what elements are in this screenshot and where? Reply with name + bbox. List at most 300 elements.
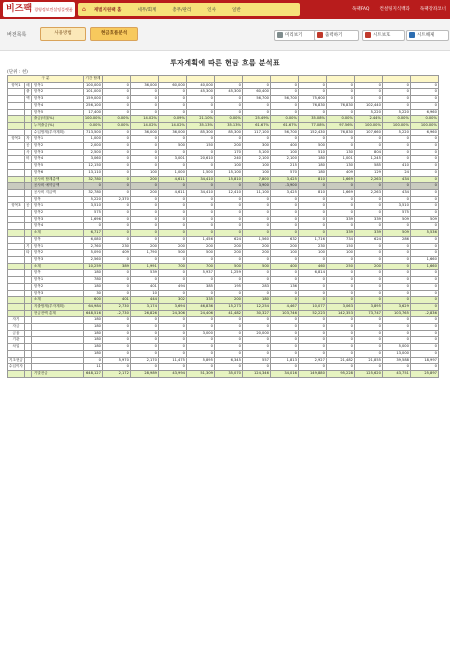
preview-button[interactable] <box>274 30 319 41</box>
row-value-cell: 500 <box>158 250 186 257</box>
row-value-cell: 0 <box>326 324 354 331</box>
row-value-cell: 125,620 <box>354 370 382 377</box>
row-item-label: 항목3 <box>31 290 83 297</box>
row-value-cell: 0 <box>410 236 438 243</box>
row-group-label <box>8 350 25 357</box>
row-item-label: 항목2 <box>31 283 83 290</box>
row-value-cell: 0 <box>130 230 158 237</box>
print-icon <box>317 32 323 38</box>
row-value-cell: 0 <box>270 256 298 263</box>
row-value-cell: 0 <box>326 344 354 351</box>
row-value-cell: 21.10% <box>186 116 214 123</box>
row-total-cell: 5,220 <box>83 196 102 203</box>
row-value-cell: 76,830 <box>326 102 354 109</box>
row-value-cell: 0 <box>326 183 354 190</box>
row-total-cell: 780 <box>83 277 102 284</box>
row-value-cell: 0 <box>270 350 298 357</box>
row-total-cell: 17,400 <box>83 109 102 116</box>
row-value-cell: 444 <box>130 297 158 304</box>
row-subgroup-label <box>24 290 31 297</box>
row-value-cell: 75,600 <box>298 96 326 103</box>
row-subgroup-label <box>24 169 31 176</box>
row-value-cell: 539 <box>130 270 158 277</box>
row-value-cell: 0 <box>186 350 214 357</box>
row-subgroup-label: 사 <box>24 149 31 156</box>
row-value-cell: 0 <box>214 203 242 210</box>
row-value-cell: 97.56% <box>326 122 354 129</box>
row-group-label: 금융 <box>8 330 25 337</box>
row-value-cell: 0 <box>242 210 270 217</box>
row-value-cell: 0 <box>270 277 298 284</box>
top-bar <box>0 0 450 19</box>
row-value-cell: 0 <box>298 330 326 337</box>
row-value-cell: 0 <box>270 330 298 337</box>
row-value-cell: 85,300 <box>214 129 242 136</box>
row-value-cell: 401 <box>102 297 130 304</box>
row-value-cell: 0 <box>354 283 382 290</box>
row-value-cell: 0 <box>102 176 130 183</box>
row-item-label: 공사비 예약금액 <box>31 183 83 190</box>
row-value-cell: 0 <box>298 283 326 290</box>
row-value-cell: 0 <box>270 216 298 223</box>
header-month <box>270 76 298 83</box>
row-value-cell: 0 <box>326 270 354 277</box>
row-value-cell: 570 <box>270 169 298 176</box>
row-value-cell: 3,425 <box>270 189 298 196</box>
row-value-cell: 0 <box>102 344 130 351</box>
row-value-cell: 0 <box>270 337 298 344</box>
row-value-cell: 0 <box>130 143 158 150</box>
row-value-cell: 0 <box>298 136 326 143</box>
row-value-cell: 0 <box>102 82 130 89</box>
row-total-cell: 159,000 <box>83 96 102 103</box>
link-knowledge[interactable]: 컨설팅지식백과 <box>379 7 410 12</box>
row-group-label <box>8 243 25 250</box>
link-lecture[interactable]: 독팩강좌코너 <box>419 7 446 12</box>
row-value-cell: 100 <box>326 250 354 257</box>
row-item-label: 항목5 <box>31 109 83 116</box>
row-value-cell: 0 <box>270 203 298 210</box>
row-value-cell: 11,100 <box>242 189 270 196</box>
row-value-cell: 230 <box>102 243 130 250</box>
table-row <box>8 109 439 116</box>
row-value-cell: 0 <box>130 364 158 371</box>
row-value-cell: 28,989 <box>130 370 158 377</box>
row-value-cell: 0 <box>298 297 326 304</box>
row-value-cell: 21,855 <box>354 357 382 364</box>
row-value-cell: 286 <box>382 236 410 243</box>
row-total-cell: 648,127 <box>83 370 102 377</box>
row-total-cell: 32,780 <box>83 176 102 183</box>
row-item-label: 항목3 <box>31 256 83 263</box>
row-value-cell: 0 <box>130 350 158 357</box>
row-value-cell: 0 <box>326 89 354 96</box>
table-row <box>8 96 439 103</box>
table-row <box>8 283 439 290</box>
row-value-cell: 4,611 <box>158 176 186 183</box>
row-subgroup-label <box>24 324 31 331</box>
row-item-label: 항목3 <box>31 96 83 103</box>
row-value-cell: 35.13% <box>214 122 242 129</box>
row-value-cell: 6,960 <box>410 129 438 136</box>
row-value-cell: 20,000 <box>242 330 270 337</box>
row-value-cell: 0 <box>270 344 298 351</box>
row-value-cell: 0 <box>130 236 158 243</box>
row-group-label <box>8 230 25 237</box>
row-value-cell: 0 <box>270 82 298 89</box>
row-value-cell: 0 <box>158 290 186 297</box>
row-item-label: 공사비 합계총액 <box>31 176 83 183</box>
row-value-cell: 0 <box>354 270 382 277</box>
row-value-cell: 0 <box>102 223 130 230</box>
row-value-cell: 0 <box>298 350 326 357</box>
row-item-label <box>31 337 83 344</box>
row-value-cell: 0 <box>354 344 382 351</box>
row-value-cell: 61.67% <box>242 122 270 129</box>
row-value-cell: 409 <box>102 250 130 257</box>
row-value-cell: 60,400 <box>242 89 270 96</box>
row-value-cell: 0 <box>354 250 382 257</box>
row-group-label: 수입이자 <box>8 364 25 371</box>
row-item-label: 항목1 <box>31 82 83 89</box>
row-value-cell: 0 <box>130 344 158 351</box>
row-item-label: 현금잔액 총계 <box>31 310 83 317</box>
row-value-cell: 500 <box>298 143 326 150</box>
row-group-label <box>8 236 25 243</box>
row-value-cell: 7,800 <box>242 176 270 183</box>
row-value-cell: 200 <box>130 189 158 196</box>
header-period-total: 기간 합계 <box>83 76 102 83</box>
row-value-cell: 0 <box>130 210 158 217</box>
table-row <box>8 156 439 163</box>
row-value-cell: 3,001 <box>158 156 186 163</box>
row-value-cell: 0 <box>410 89 438 96</box>
row-value-cell: 0 <box>410 203 438 210</box>
table-row <box>8 169 439 176</box>
print-button[interactable] <box>314 30 359 41</box>
row-value-cell: 0 <box>354 290 382 297</box>
row-value-cell: 0 <box>158 330 186 337</box>
row-subgroup-label: 비 <box>24 156 31 163</box>
row-value-cell: 500 <box>214 263 242 270</box>
row-value-cell: 0 <box>326 82 354 89</box>
row-group-label <box>8 116 25 123</box>
row-value-cell: 0 <box>298 364 326 371</box>
row-value-cell: 13,000 <box>382 350 410 357</box>
row-value-cell: 136 <box>270 283 298 290</box>
row-value-cell: 0 <box>354 297 382 304</box>
row-value-cell: 100 <box>298 250 326 257</box>
row-value-cell: 76,830 <box>326 129 354 136</box>
row-value-cell: 180 <box>242 297 270 304</box>
row-value-cell: 0 <box>102 283 130 290</box>
row-value-cell: 0 <box>214 317 242 324</box>
row-value-cell: 3,063 <box>326 303 354 310</box>
row-group-label <box>8 122 25 129</box>
row-total-cell: 100.00% <box>83 116 102 123</box>
row-value-cell: 0 <box>214 350 242 357</box>
row-value-cell: 0 <box>214 223 242 230</box>
row-subgroup-label <box>24 310 31 317</box>
row-subgroup-label <box>24 236 31 243</box>
row-value-cell: 0 <box>186 109 214 116</box>
row-value-cell: 0 <box>186 364 214 371</box>
row-value-cell: 0 <box>242 256 270 263</box>
row-value-cell: 0 <box>102 236 130 243</box>
row-value-cell: 0 <box>410 277 438 284</box>
row-value-cell: 152,430 <box>298 129 326 136</box>
row-value-cell: 575 <box>382 210 410 217</box>
row-value-cell: 0 <box>354 256 382 263</box>
row-value-cell: 0.00% <box>270 116 298 123</box>
row-value-cell: 0 <box>242 136 270 143</box>
row-value-cell: 200 <box>242 250 270 257</box>
row-value-cell: 0 <box>158 364 186 371</box>
row-value-cell: 11,475 <box>158 357 186 364</box>
row-value-cell: 509 <box>382 230 410 237</box>
row-value-cell: 339 <box>354 216 382 223</box>
row-value-cell: 0 <box>158 136 186 143</box>
row-group-label <box>8 96 25 103</box>
table-row <box>8 330 439 337</box>
row-value-cell: 1,660 <box>410 263 438 270</box>
row-value-cell: 0.00% <box>410 116 438 123</box>
row-value-cell: 0 <box>410 82 438 89</box>
row-group-label: 자기 <box>8 317 25 324</box>
row-group-label: 항목3 <box>8 203 25 210</box>
nav-general-affairs[interactable]: 총무/관리 <box>172 7 192 13</box>
row-value-cell: 73,747 <box>354 310 382 317</box>
row-value-cell: 0 <box>326 109 354 116</box>
row-value-cell: 0 <box>382 330 410 337</box>
row-value-cell: 0 <box>214 216 242 223</box>
row-value-cell: 0 <box>158 196 186 203</box>
row-value-cell: 0 <box>410 196 438 203</box>
row-group-label: 기관 <box>8 337 25 344</box>
row-value-cell: 0 <box>410 283 438 290</box>
row-value-cell: 5,000 <box>382 344 410 351</box>
row-value-cell: 0 <box>242 290 270 297</box>
row-value-cell: 117,100 <box>242 129 270 136</box>
row-value-cell: 0 <box>186 337 214 344</box>
row-value-cell: 0 <box>354 337 382 344</box>
brand-logo[interactable] <box>3 2 75 17</box>
cashflow-table <box>7 75 439 378</box>
row-value-cell: 100 <box>214 163 242 170</box>
link-faq[interactable]: 독팩FAQ <box>352 7 370 12</box>
row-value-cell: 410 <box>382 163 410 170</box>
row-value-cell: 0 <box>242 350 270 357</box>
row-subgroup-label <box>24 337 31 344</box>
row-value-cell: 103,746 <box>270 310 298 317</box>
row-total-cell: 180 <box>83 344 102 351</box>
nav-home[interactable]: 재벌지원팩 홈 <box>93 7 122 13</box>
nav-hr[interactable]: 인사 <box>207 7 216 13</box>
row-value-cell: -3,900 <box>270 183 298 190</box>
row-value-cell: 3,629 <box>382 303 410 310</box>
row-subgroup-label <box>24 270 31 277</box>
row-value-cell: 0 <box>214 256 242 263</box>
row-subgroup-label <box>24 116 31 123</box>
row-value-cell: 0 <box>298 196 326 203</box>
row-value-cell: 6,960 <box>410 109 438 116</box>
row-value-cell: 0 <box>354 277 382 284</box>
nav-general[interactable]: 일반 <box>231 7 241 13</box>
row-subgroup-label <box>24 370 31 377</box>
row-value-cell: 0 <box>410 250 438 257</box>
row-value-cell: 1,456 <box>186 236 214 243</box>
row-value-cell: 10,077 <box>298 303 326 310</box>
row-value-cell: 0 <box>242 277 270 284</box>
table-row <box>8 183 439 190</box>
row-value-cell: 385 <box>186 283 214 290</box>
row-total-cell: 575 <box>83 210 102 217</box>
row-value-cell: 1,716 <box>298 236 326 243</box>
nav-tax-accounting[interactable]: 세무/회계 <box>137 7 157 13</box>
row-value-cell: 0 <box>298 210 326 217</box>
row-value-cell: 0 <box>410 303 438 310</box>
row-value-cell: 0 <box>410 210 438 217</box>
row-group-label <box>8 303 25 310</box>
row-group-label <box>8 169 25 176</box>
row-value-cell: 130 <box>326 149 354 156</box>
row-value-cell: 0 <box>102 149 130 156</box>
row-total-cell: 3,510 <box>83 203 102 210</box>
row-value-cell: 0 <box>102 364 130 371</box>
row-subgroup-label <box>24 303 31 310</box>
row-subgroup-label <box>24 330 31 337</box>
row-value-cell: 12,410 <box>214 189 242 196</box>
row-value-cell: 0 <box>130 102 158 109</box>
row-value-cell: 0 <box>410 143 438 150</box>
row-value-cell: 1,660 <box>410 256 438 263</box>
row-item-label <box>31 344 83 351</box>
row-group-label <box>8 109 25 116</box>
row-value-cell: 51,309 <box>186 370 214 377</box>
row-item-label: 누적출금(%) <box>31 122 83 129</box>
row-subgroup-label: 타 <box>24 250 31 257</box>
row-group-label <box>8 270 25 277</box>
row-value-cell: 0 <box>382 136 410 143</box>
row-value-cell: 43,994 <box>158 370 186 377</box>
row-total-cell: 0 <box>83 223 102 230</box>
row-value-cell: 85,300 <box>186 129 214 136</box>
row-group-label <box>8 263 25 270</box>
row-value-cell: 0 <box>158 102 186 109</box>
row-value-cell: 200 <box>270 243 298 250</box>
row-value-cell: 0 <box>410 270 438 277</box>
row-value-cell: 26,826 <box>130 310 158 317</box>
table-row <box>8 196 439 203</box>
row-item-label: 항목4 <box>31 102 83 109</box>
row-value-cell: 0 <box>158 230 186 237</box>
row-subgroup-label: 매 <box>24 82 31 89</box>
header-month <box>382 76 410 83</box>
row-value-cell: 0.00% <box>214 116 242 123</box>
row-value-cell: 0 <box>326 290 354 297</box>
lock-icon <box>365 32 371 38</box>
row-value-cell: 0 <box>410 96 438 103</box>
row-subgroup-label <box>24 344 31 351</box>
table-row <box>8 89 439 96</box>
row-subgroup-label <box>24 277 31 284</box>
row-value-cell: 0 <box>298 317 326 324</box>
row-value-cell: 56,700 <box>242 96 270 103</box>
row-value-cell: 180 <box>298 156 326 163</box>
row-value-cell: 0 <box>158 350 186 357</box>
row-value-cell: 1,669 <box>326 189 354 196</box>
row-value-cell: 0 <box>270 297 298 304</box>
row-subgroup-label <box>24 122 31 129</box>
row-group-label <box>8 189 25 196</box>
row-value-cell: 0 <box>186 136 214 143</box>
row-value-cell: 0 <box>270 317 298 324</box>
row-value-cell: 0 <box>270 196 298 203</box>
row-group-label <box>8 102 25 109</box>
row-value-cell: 0 <box>410 350 438 357</box>
row-subgroup-label <box>24 223 31 230</box>
row-value-cell: 35,070 <box>214 370 242 377</box>
sub-toolbar <box>0 19 450 51</box>
row-item-label: 항목6 <box>31 169 83 176</box>
row-value-cell: 2.44% <box>354 116 382 123</box>
row-value-cell: 0 <box>130 317 158 324</box>
row-subgroup-label: 자 <box>24 136 31 143</box>
row-item-label <box>31 317 83 324</box>
row-value-cell: 0 <box>102 277 130 284</box>
row-value-cell: 0 <box>354 324 382 331</box>
row-value-cell: 0 <box>354 203 382 210</box>
row-value-cell: 200 <box>354 263 382 270</box>
row-value-cell: 0 <box>354 317 382 324</box>
tab-cashflow-analysis[interactable]: 현금흐름분석 <box>90 27 138 41</box>
row-value-cell: 0 <box>186 230 214 237</box>
tab-how-to-use[interactable]: 사용방법 <box>40 27 86 41</box>
header-month <box>298 76 326 83</box>
row-value-cell: 250 <box>326 263 354 270</box>
row-value-cell: 0 <box>382 102 410 109</box>
unprotect-sheet-button[interactable] <box>406 30 449 41</box>
row-item-label: 항목3 <box>31 149 83 156</box>
row-value-cell: 0 <box>410 169 438 176</box>
row-value-cell: 0 <box>130 277 158 284</box>
table-row <box>8 129 439 136</box>
row-value-cell: 0 <box>158 344 186 351</box>
row-value-cell: 0 <box>130 256 158 263</box>
row-value-cell: 1,669 <box>326 176 354 183</box>
table-row <box>8 290 439 297</box>
row-value-cell: 0 <box>270 364 298 371</box>
row-value-cell: 0 <box>354 89 382 96</box>
protect-sheet-button[interactable] <box>362 30 405 41</box>
row-value-cell: 0 <box>354 183 382 190</box>
row-total-cell: 6,717 <box>83 230 102 237</box>
row-value-cell: 102,440 <box>354 102 382 109</box>
row-value-cell: 0 <box>158 89 186 96</box>
row-value-cell: 0 <box>158 277 186 284</box>
row-subgroup-label: 공 <box>24 143 31 150</box>
row-value-cell: 0 <box>102 189 130 196</box>
row-value-cell: 14.02% <box>130 122 158 129</box>
row-value-cell: 5,220 <box>354 109 382 116</box>
row-value-cell: 107,660 <box>354 129 382 136</box>
table-row <box>8 216 439 223</box>
row-value-cell: 0 <box>214 324 242 331</box>
row-value-cell: 0 <box>186 183 214 190</box>
row-value-cell: 100 <box>242 169 270 176</box>
row-value-cell: 0 <box>158 96 186 103</box>
row-item-label: 수입합계(투자계획) <box>31 129 83 136</box>
